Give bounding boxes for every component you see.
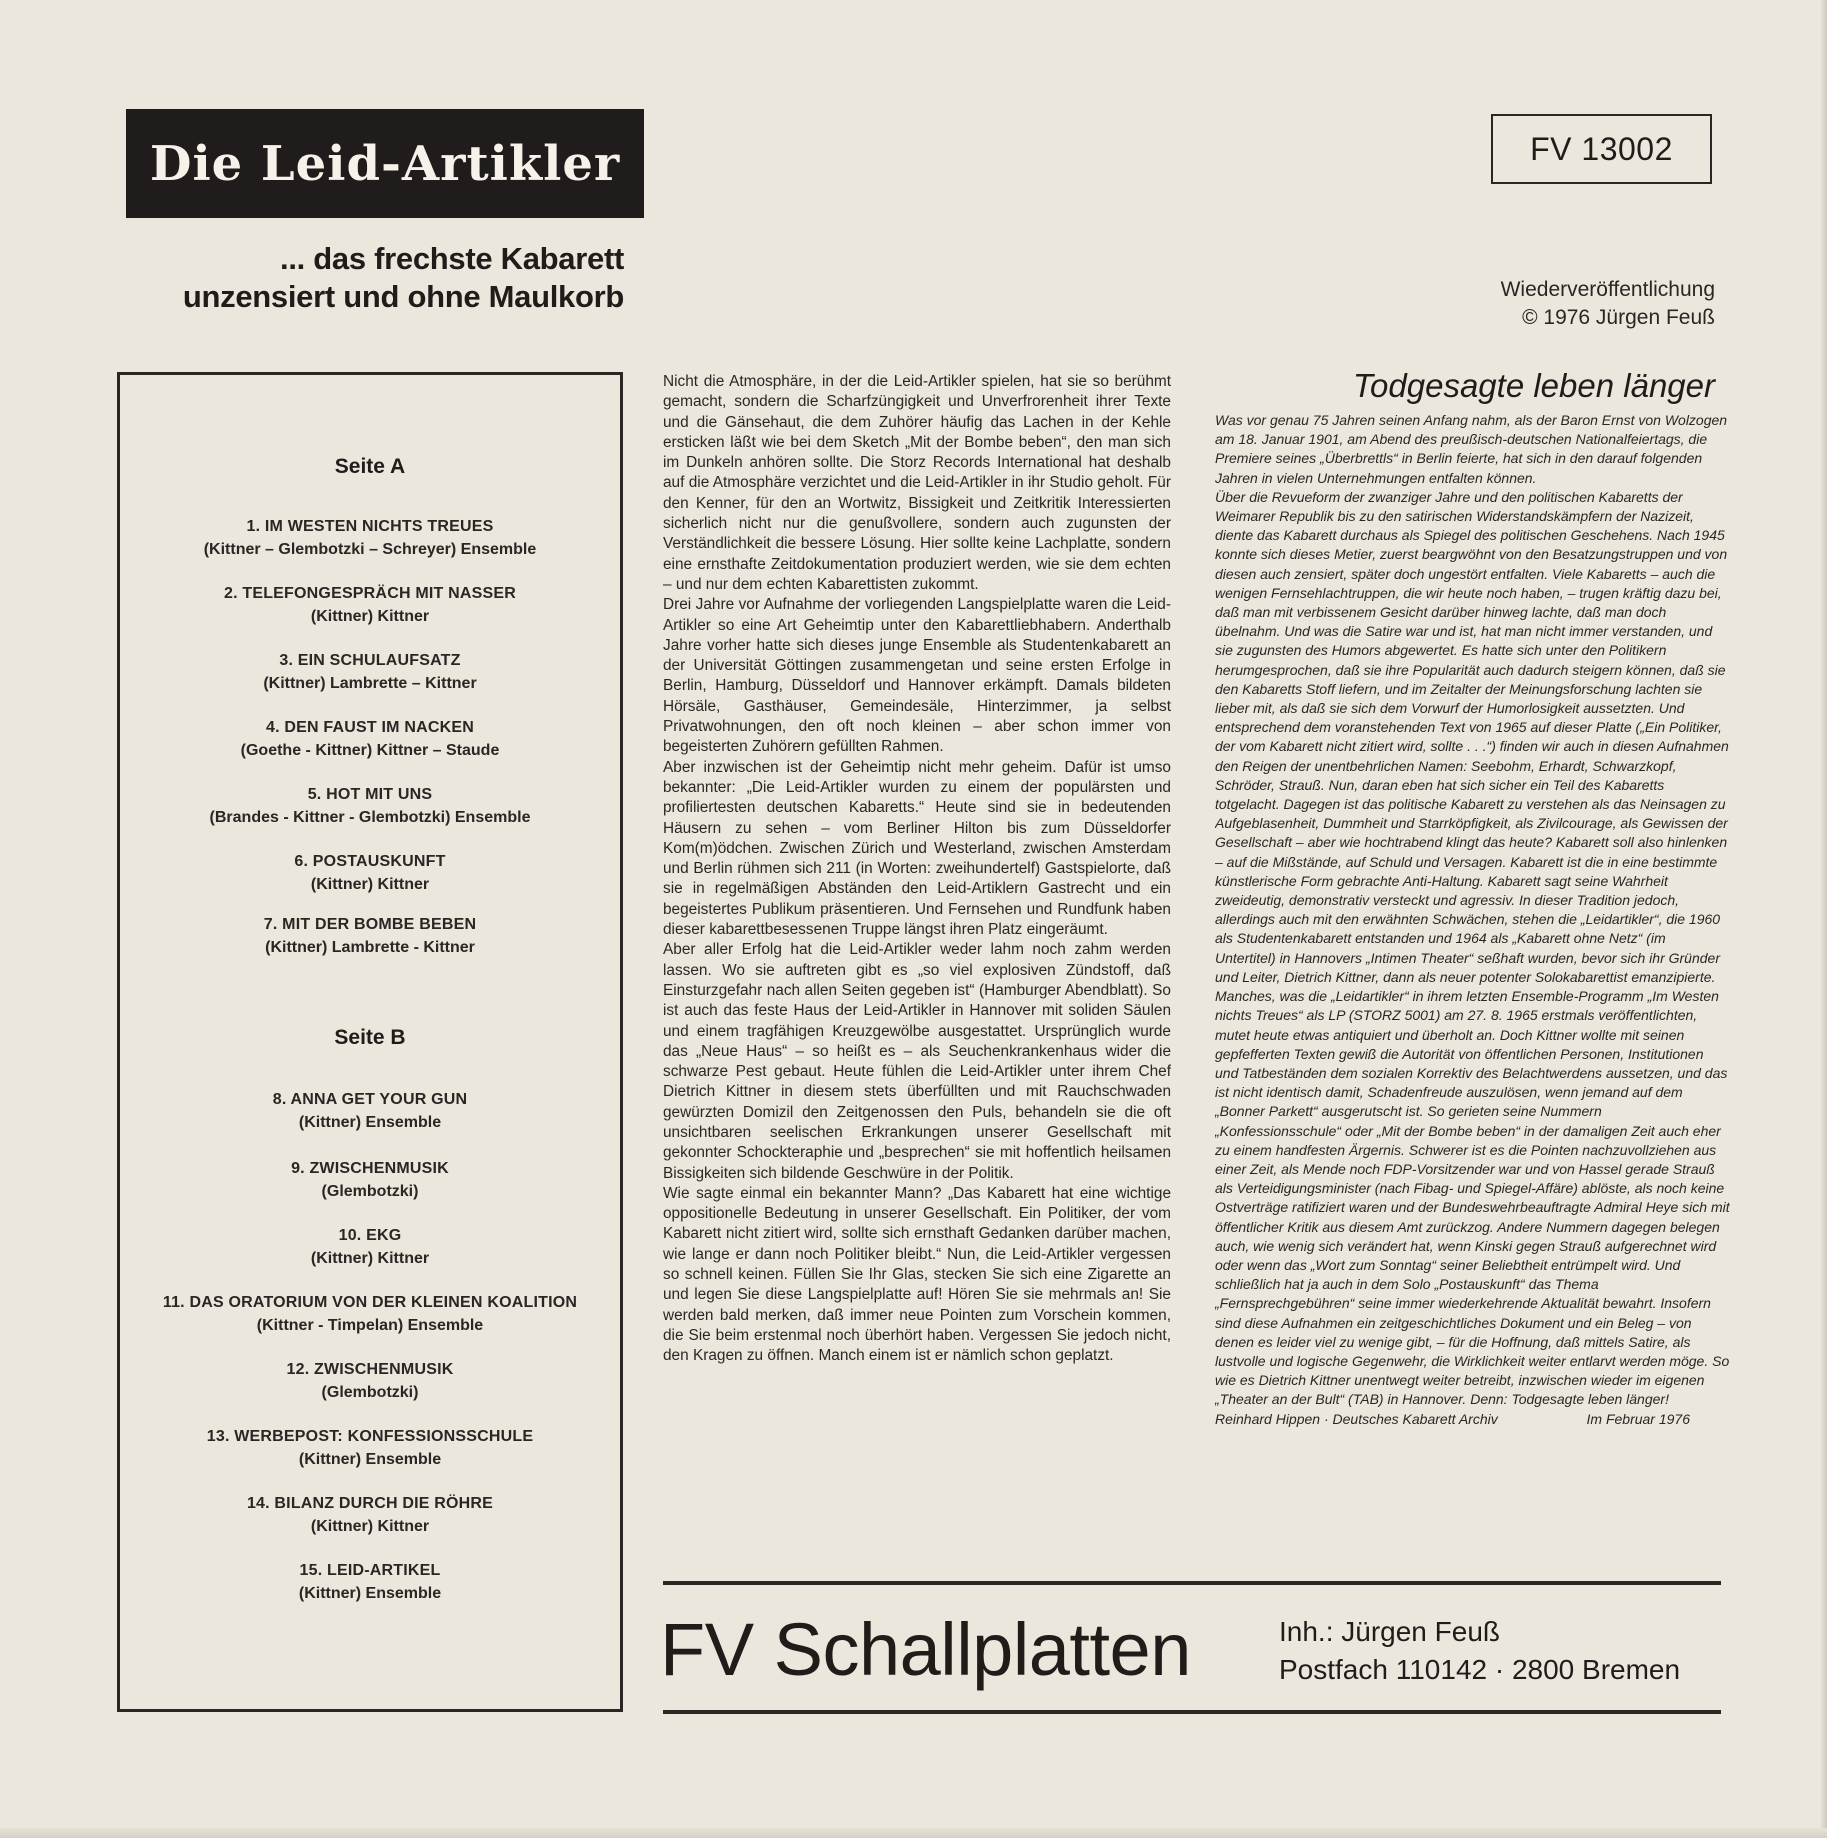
track-item <box>120 1425 620 1471</box>
track-item <box>120 582 620 628</box>
track-title: 5. HOT MIT UNS <box>307 786 433 803</box>
track-credit: (Kittner) Kittner <box>310 608 430 625</box>
liner-paragraph: Aber aller Erfolg hat die Leid-Artikler weder lahm noch zahm werden lassen. Wo sie auftreten gibt es „so viel explosiven Zündstoff, daß Einsturzgefahr nach allen Seiten gegeben ist“ (Hamburger Abendblatt). So ist auch das feste Haus der Leid-Artikler in Hannover mit soliden Säulen und einem tragfähigen Kreuzgewölbe ausgestattet. Ursprünglich wurde das „Neue Haus“ – so heißt es – als Seuchenkrankenhaus wider die schwarze Pest gebaut. Heute fühlen die Leid-Artikler unter ihrem Chef Dietrich Kittner in diesem stets überfüllten und mit Rauchschwaden gewürzten Domizil den Zeitgenossen den Puls, behandeln sie die oft unsichtbaren seelischen Erkrankungen unserer Gesellschaft mit gekonnter Schockteraphie und „besprechen“ sie mit hoffentlich heilsamen Bissigkeiten sich bildende Geschwüre in der Politik. <box>663 941 1171 1182</box>
article-body <box>1215 411 1730 1561</box>
track-title: 10. EKG <box>338 1227 402 1244</box>
track-item <box>120 1492 620 1538</box>
page-edge <box>1821 0 1827 1838</box>
tracklist-box <box>117 372 623 1712</box>
track-credit: (Glembotzki) <box>321 1183 419 1200</box>
track-item <box>120 850 620 896</box>
track-credit: (Glembotzki) <box>321 1384 419 1401</box>
track-credit: (Kittner) Kittner <box>310 876 430 893</box>
track-title: 1. IM WESTEN NICHTS TREUES <box>246 518 494 535</box>
track-credit: (Kittner) Lambrette - Kittner <box>265 939 475 956</box>
page-edge <box>0 1828 1827 1838</box>
liner-paragraph: Aber inzwischen ist der Geheimtip nicht mehr geheim. Dafür ist umso bekannter: „Die Leid-Artikler wurden zu einem der populärsten und profiliertesten deutschen Kabaretts.“ Heute sind sie in bedeutenden Häusern zu sehen – vom Berliner Hilton bis zum Düsseldorfer Kom(m)ödchen. Zwischen Zürich und Westerland, zwischen Amsterdam und Berlin rühmen sich 211 (in Worten: zweihundertelf) Gastspielorte, daß sie in regelmäßigen Abständen den Leid-Artiklern Gastrecht und ein begeistertes Publikum präsentieren. Und Fernsehen und Rundfunk haben dieser kabarettbesessenen Truppe längst ihren Platz eingeräumt. <box>663 758 1171 939</box>
track-item <box>120 1358 620 1404</box>
label-owner: Inh.: Jürgen Feuß <box>1279 1616 1501 1647</box>
side-a-heading: Seite A <box>334 455 406 478</box>
track-title: 3. EIN SCHULAUFSATZ <box>279 652 461 669</box>
label-address <box>1279 1613 1719 1689</box>
track-title: 8. ANNA GET YOUR GUN <box>272 1091 468 1108</box>
article-author: Reinhard Hippen · Deutsches Kabarett Archiv <box>1215 1410 1498 1427</box>
track-item <box>120 1088 620 1134</box>
track-credit: (Kittner - Timpelan) Ensemble <box>256 1317 484 1334</box>
banner-title: Die Leid-Artikler <box>149 135 621 192</box>
label-brand: FV Schallplatten <box>660 1608 1191 1691</box>
track-item <box>120 1291 620 1337</box>
copyright: © 1976 Jürgen Feuß <box>1522 306 1715 329</box>
catalog-number: FV 13002 <box>1491 114 1712 184</box>
reissue-credit <box>1300 276 1715 332</box>
article-date: Im Februar 1976 <box>1586 1410 1690 1427</box>
track-item <box>120 1224 620 1270</box>
track-item <box>120 649 620 695</box>
track-item <box>120 515 620 561</box>
subtitle-line: unzensiert und ohne Maulkorb <box>182 279 624 314</box>
track-title: 4. DEN FAUST IM NACKEN <box>266 719 474 736</box>
track-title: 13. WERBEPOST: KONFESSIONSSCHULE <box>206 1428 534 1445</box>
track-title: 7. MIT DER BOMBE BEBEN <box>263 916 477 933</box>
track-title: 14. BILANZ DURCH DIE RÖHRE <box>246 1495 494 1512</box>
track-title: 12. ZWISCHENMUSIK <box>286 1361 454 1378</box>
subtitle <box>100 240 624 316</box>
reissue-label: Wiederveröffentlichung <box>1500 278 1715 301</box>
article-paragraph: Über die Revueform der zwanziger Jahre und den politischen Kabaretts der Weimarer Republik bis zu den satirischen Widerstandskämpfern der Nazizeit, diente das Kabarett durchaus als Spiegel des politischen Geschehens. Nach 1945 konnte sich dieses Metier, zuerst beargwöhnt von den Besatzungstruppen und von diesen auch zensiert, später doch ungestört entfalten. Viele Kabaretts – auch die wenigen Fernsehlachtruppen, die wir heute noch haben, – trugen kräftig dazu bei, daß man mit verbissenem Gesicht darüber hinweg lachte, daß man doch übelnahm. Und was die Satire war und ist, hat man nicht immer verstanden, und sie zugunsten des Humors abgewertet. Es hatte sich unter den Politikern herumgesprochen, daß sie ihre Popularität auch dadurch steigern können, daß sie den Kabaretts Stoff liefern, und im Zeitalter der Meinungsforschung lachten sie lieber mit, als daß sie sich dem Vorwurf der Humorlosigkeit aussetzten. Und entsprechend dem voranstehenden Text von 1965 auf dieser Platte („Ein Politiker, der vom Kabarett nicht zitiert wird, sollte . . .“) finden wir auch in diesen Aufnahmen den Reigen der unentbehrlichen Namen: Seebohm, Erhardt, Schwarzkopf, Schröder, Strauß. Nun, daran eben hat sich sicher ein Teil des Kabaretts totgelacht. Dagegen ist das politische Kabarett zu verstehen als das Neinsagen zu Aufgeblasenheit, Dummheit und Starrköpfigkeit, als Zivilcourage, als Gewissen der Gesellschaft – aber wie hochtrabend klingt das heute? Kabarett soll also hinlenken – auf die Mißstände, auf Schuld und Versagen. Kabarett ist die in eine bestimmte künstlerische Form gebrachte Anti-Haltung. Kabarett sagt seine Wahrheit zweideutig, demonstrativ versteckt und agressiv. In dieser Tradition jedoch, allerdings auch mit den erwähnten Schwächen, stehen die „Leidartikler“, die 1960 als Studentenkabarett entstanden und 1964 als „Kabarett ohne Netz“ (im Untertitel) in Hannovers „Intimen Theater“ seßhaft wurden, bevor sich ihr Gründer und Leiter, Dietrich Kittner, dann als neuer potenter Solokabarettist emanzipierte. <box>1215 488 1729 985</box>
side-b-heading: Seite B <box>334 1026 406 1049</box>
label-postal: Postfach 110142 · 2800 Bremen <box>1279 1654 1681 1685</box>
track-title: 11. DAS ORATORIUM VON DER KLEINEN KOALITION <box>162 1294 578 1311</box>
track-item <box>120 1559 620 1605</box>
divider-bottom <box>663 1710 1721 1714</box>
track-credit: (Brandes - Kittner - Glembotzki) Ensemble <box>209 809 531 826</box>
track-credit: (Goethe - Kittner) Kittner – Staude <box>240 742 500 759</box>
track-title: 15. LEID-ARTIKEL <box>299 1562 441 1579</box>
track-credit: (Kittner) Kittner <box>310 1250 430 1267</box>
liner-notes <box>663 372 1171 1542</box>
track-credit: (Kittner) Ensemble <box>298 1451 442 1468</box>
track-title: 9. ZWISCHENMUSIK <box>291 1160 449 1177</box>
article-signature <box>1215 1410 1690 1429</box>
track-item <box>120 716 620 762</box>
track-item <box>120 913 620 959</box>
liner-paragraph: Drei Jahre vor Aufnahme der vorliegenden Langspielplatte waren die Leid-Artikler so eine Art Geheimtip unter den Kabarettliebhabern. Anderthalb Jahre vorher hatte sich dieses junge Ensemble als Studentenkabarett an der Universität Göttingen zusammengetan und seine ersten Erfolge in Berlin, Hamburg, Düsseldorf und Hannover erkämpft. Damals bildeten Hörsäle, Gasthäuser, Gemeindesäle, Hinterzimmer, ja selbst Privatwohnungen, den oft noch kleinen – aber schon immer von begeisterten Zuhörern gefüllten Rahmen. <box>663 596 1171 756</box>
article-title: Todgesagte leben länger <box>1352 367 1715 404</box>
track-credit: (Kittner) Ensemble <box>298 1114 442 1131</box>
article-paragraph: Manches, was die „Leidartikler“ in ihrem letzten Ensemble-Programm „Im Westen nichts Treues“ als LP (STORZ 5001) am 27. 8. 1965 erstmals veröffentlichten, mutet heute etwas antiquiert und überholt an. Doch Kittner wollte mit seinen gepfefferten Texten gewiß die Autorität von öffentlichen Personen, Institutionen und Tatbeständen dem sozialen Korrektiv des Belachtwerdens aussetzen, und das ist nicht identisch damit, Schadenfreude auszulösen, wenn jemand auf dem „Bonner Parkett“ ausgerutscht ist. So gerieten seine Nummern „Konfessionsschule“ oder „Mit der Bombe beben“ in der damaligen Zeit auch eher zu einem handfesten Ärgernis. Schwerer ist es die Pointen nachzuvollziehen aus einer Zeit, als Mende noch FDP-Vorsitzender war und von Hassel gerade Strauß als Verteidigungsminister (nach Fibag- und Spiegel-Affäre) ablöste, als noch keine Ostverträge ratifiziert waren und der Bundeswehrbeauftragte Admiral Heye sich mit öffentlicher Kritik aus diesem Amt zurückzog. Andere Nummern dagegen belegen auch, wie wenig sich verändert hat, wenn Kinski gegen Strauß aufgerechnet wird oder wenn das „Wort zum Sonntag“ seiner Beliebtheit entrümpelt wird. Und schließlich hat ja auch in dem Solo „Postauskunft“ das Thema „Fernsprechgebühren“ seine immer wiederkehrende Aktualität bewahrt. Insofern sind diese Aufnahmen ein zeitgeschichtliches Dokument und ein Beleg – von denen es leider viel zu wenige gibt, – für die Hoffnung, daß mittels Satire, als lustvolle und logische Gegenwehr, die Wirklichkeit weiter entlarvt werden möge. So wie es Dietrich Kittner unentwegt weiter betreibt, inzwischen wieder im eigenen „Theater an der Bult“ (TAB) in Hannover. Denn: Todgesagte leben länger! <box>1215 988 1730 1408</box>
title-banner <box>126 109 644 218</box>
track-item <box>120 1157 620 1203</box>
liner-paragraph: Nicht die Atmosphäre, in der die Leid-Artikler spielen, hat sie so berühmt gemacht, sondern die Scharfzüngigkeit und Unverfrorenheit ihrer Texte und die Gänsehaut, die dem Zuhörer häufig das Lachen in der Kehle ersticken läßt wie bei dem Sketch „Mit der Bombe beben“, den man sich im Dunkeln anhören sollte. Die Storz Records International hat deshalb auf die Atmosphäre verzichtet und die Leid-Artikler in ihr Studio geholt. Für den Kenner, für den an Wortwitz, Bissigkeit und Zeitkritik Interessierten sicherlich nicht nur die genußvollere, sondern auch zugunsten der Verständlichkeit die bessere Lösung. Hier sollte keine Lachplatte, sondern eine ernsthafte Zeitdokumentation produziert werden, wie sie dem echten – und nur dem echten Kabarettisten zukommt. <box>663 373 1171 593</box>
liner-paragraph: Wie sagte einmal ein bekannter Mann? „Das Kabarett hat eine wichtige oppositionelle Bedeutung in unserer Gesellschaft. Ein Politiker, der vom Kabarett nicht zitiert wird, sollte sich ernsthaft Gedanken darüber machen, wie lange er dann noch Politiker bleibt.“ Nun, die Leid-Artikler vergessen so schnell keinen. Füllen Sie Ihr Glas, stecken Sie sich eine Zigarette an und legen Sie diese Langspielplatte auf! Hören Sie sie mehrmals an! Sie werden bald merken, daß immer neue Pointen zum Vorschein kommen, die Sie beim erstenmal noch überhört haben. Vergessen Sie jedoch nicht, den Kragen zu öffnen. Manch einem ist er nämlich schon geplatzt. <box>663 1184 1171 1365</box>
track-title: 6. POSTAUSKUNFT <box>294 853 446 870</box>
divider-top <box>663 1581 1721 1585</box>
track-item <box>120 783 620 829</box>
subtitle-line: ... das frechste Kabarett <box>280 241 624 276</box>
article-paragraph: Was vor genau 75 Jahren seinen Anfang nahm, als der Baron Ernst von Wolzogen am 18. Januar 1901, am Abend des preußisch-deutschen Nationalfeiertags, die Premiere seines „Überbrettls“ in Berlin feierte, hat sich in den darauf folgenden Jahren in vielen Unternehmungen entfalten können. <box>1215 412 1728 486</box>
track-credit: (Kittner) Ensemble <box>298 1585 442 1602</box>
track-credit: (Kittner) Kittner <box>310 1518 430 1535</box>
track-title: 2. TELEFONGESPRÄCH MIT NASSER <box>223 585 517 602</box>
track-credit: (Kittner) Lambrette – Kittner <box>263 675 477 692</box>
track-credit: (Kittner – Glembotzki – Schreyer) Ensemble <box>203 541 537 558</box>
